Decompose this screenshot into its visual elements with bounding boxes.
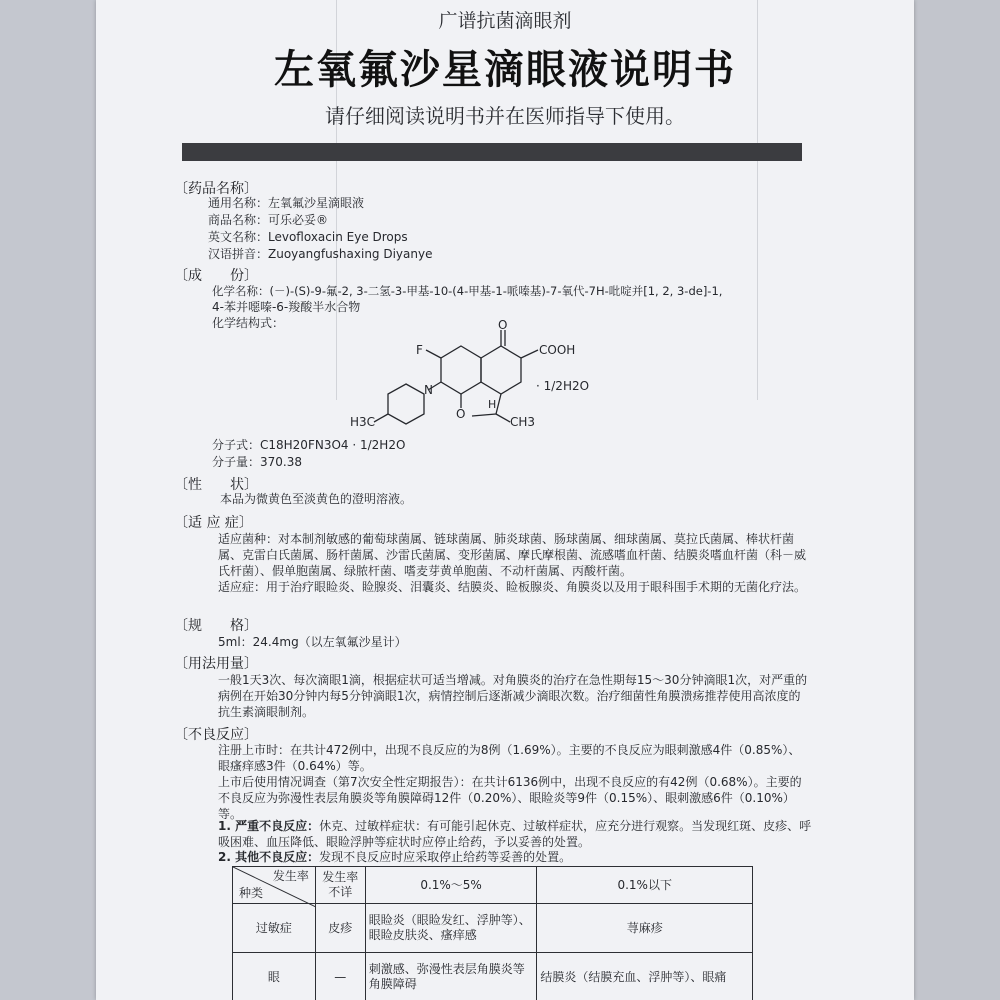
atom-n: N	[424, 383, 433, 397]
section-heading-usage: 〔用法用量〕	[174, 656, 258, 672]
row-label: 汉语拼音：	[207, 247, 268, 261]
drug-name-row	[196, 213, 328, 228]
drug-name-row	[196, 230, 408, 245]
table-cell: —	[315, 953, 365, 1000]
section-heading-specification: 〔规 格〕	[174, 618, 258, 634]
adverse-registration-text: 注册上市时：在共计472例中，出现不良反应的为8例（1.69%）。主要的不良反应为眼刺激感4件（0.85%）、眼瘙痒感3件（0.64%）等。	[218, 743, 801, 773]
indications-diseases: 适应症：用于治疗眼睑炎、睑腺炎、泪囊炎、结膜炎、睑板腺炎、角膜炎以及用于眼科围手术期的无菌化疗法。	[218, 580, 807, 594]
hydrate-label: · 1/2H2O	[536, 379, 590, 393]
table-header-cell: 0.1%～5%	[365, 867, 537, 904]
background-right	[912, 0, 1000, 1000]
row-label: 英文名称：	[207, 230, 268, 244]
row-value: Levofloxacin Eye Drops	[268, 230, 408, 244]
molecular-weight: 分子量：370.38	[212, 455, 302, 469]
adverse-postmarket-text: 上市后使用情况调查（第7次安全性定期报告）：在共计6136例中，出现不良反应的有42例（0.68%）。主要的不良反应为弥漫性表层角膜炎等角膜障碍12件（0.20%）、眼睑炎等9件（0.15%）、眼刺激感6件（0.10%）等。	[218, 775, 802, 821]
table-cell: 荨麻疹	[537, 904, 753, 953]
atom-h: H	[488, 398, 497, 411]
table-header-row	[233, 867, 753, 904]
leaflet-sheet	[96, 0, 914, 1000]
serious-adverse-body: 休克、过敏样症状：有可能引起休克、过敏样症状，应充分进行观察。当发现红斑、皮疹、呼吸困难、血压降低、眼睑浮肿等症状时应停止给药，予以妥善的处置。	[218, 819, 812, 849]
group-ch3: CH3	[510, 415, 536, 429]
molecular-formula: 分子式：C18H20FN3O4 · 1/2H2O	[212, 438, 406, 452]
leaflet-title: 左氧氟沙星滴眼液说明书	[274, 47, 736, 93]
section-heading-adverse: 〔不良反应〕	[174, 727, 258, 743]
other-adverse-label: 2. 其他不良反应：	[218, 850, 320, 864]
table-cell-type: 眼	[233, 953, 316, 1000]
row-value: 左氧氟沙星滴眼液	[268, 196, 365, 210]
serious-adverse-text	[218, 818, 812, 850]
drug-name-row	[196, 196, 364, 211]
table-row	[233, 904, 753, 953]
table-cell-type: 过敏症	[233, 904, 316, 953]
chemical-name-line-2: 4-苯并噁嗪-6-羧酸半水合物	[212, 300, 361, 314]
atom-f: F	[416, 343, 423, 357]
other-adverse-text	[218, 849, 812, 865]
group-cooh: COOH	[539, 343, 576, 357]
table-header-cell: 0.1%以下	[537, 867, 753, 904]
row-label: 通用名称：	[207, 196, 268, 210]
table-header-cell: 发生率不详	[315, 867, 365, 904]
background-left	[0, 0, 96, 1000]
leaflet-subtitle: 广谱抗菌滴眼剂	[438, 10, 572, 32]
section-heading-composition: 〔成 份〕	[174, 268, 258, 284]
table-corner-cell	[233, 867, 316, 904]
properties-text: 本品为微黄色至淡黄色的澄明溶液。	[220, 492, 413, 506]
adverse-reaction-table	[232, 866, 753, 1000]
indications-bacteria: 适应菌种：对本制剂敏感的葡萄球菌属、链球菌属、肺炎球菌、肠球菌属、细球菌属、莫拉氏菌属、棒状杆菌属、克雷白氏菌属、肠杆菌属、沙雷氏菌属、变形菌属、摩氏摩根菌、流感嗜血杆菌、结膜炎嗜血杆菌（科－威氏杆菌）、假单胞菌属、绿脓杆菌、嗜麦芽黄单胞菌、不动杆菌属、丙酸杆菌。	[218, 532, 807, 578]
section-heading-properties: 〔性 状〕	[174, 477, 258, 493]
corner-label-type: 种类	[239, 886, 264, 900]
table-row	[233, 953, 753, 1000]
row-value: 可乐必妥®	[268, 213, 329, 227]
chemical-structure-diagram	[346, 318, 616, 430]
serious-adverse-label: 1. 严重不良反应：	[218, 819, 320, 833]
table-cell: 结膜炎（结膜充血、浮肿等）、眼痛	[537, 953, 753, 1000]
usage-text: 一般1天3次、每次滴眼1滴，根据症状可适当增减。对角膜炎的治疗在急性期每15～30分钟滴眼1次，对严重的病例在开始30分钟内每5分钟滴眼1次，病情控制后逐渐减少滴眼次数。治疗细菌性角膜溃疡推荐使用高浓度的抗生素滴眼制剂。	[218, 673, 808, 719]
title-divider-bar	[182, 143, 802, 161]
group-h3c: H3C	[350, 415, 376, 429]
row-label: 商品名称：	[207, 213, 268, 227]
atom-o: O	[498, 318, 508, 332]
corner-label-rate: 发生率	[272, 869, 309, 883]
chemical-name-line-1: 化学名称：(－)-(S)-9-氟-2, 3-二氢-3-甲基-10-(4-甲基-1-哌嗪基)-7-氧代-7H-吡啶并[1, 2, 3-de]-1,	[212, 284, 723, 298]
structure-label: 化学结构式：	[212, 316, 285, 330]
section-heading-indications: 〔适 应 症〕	[174, 515, 253, 531]
table-cell: 眼睑炎（眼睑发红、浮肿等）、眼睑皮肤炎、瘙痒感	[365, 904, 537, 953]
row-value: Zuoyangfushaxing Diyanye	[268, 247, 433, 261]
table-cell: 刺激感、弥漫性表层角膜炎等角膜障碍	[365, 953, 537, 1000]
other-adverse-body: 发现不良反应时应采取停止给药等妥善的处置。	[319, 850, 572, 864]
atom-o-ring: O	[456, 407, 466, 421]
table-cell: 皮疹	[315, 904, 365, 953]
usage-notice: 请仔细阅读说明书并在医师指导下使用。	[325, 104, 685, 128]
specification-text: 5ml：24.4mg（以左氧氟沙星计）	[218, 635, 407, 649]
section-heading-drug-name: 〔药品名称〕	[174, 181, 258, 197]
drug-name-row	[196, 247, 432, 262]
